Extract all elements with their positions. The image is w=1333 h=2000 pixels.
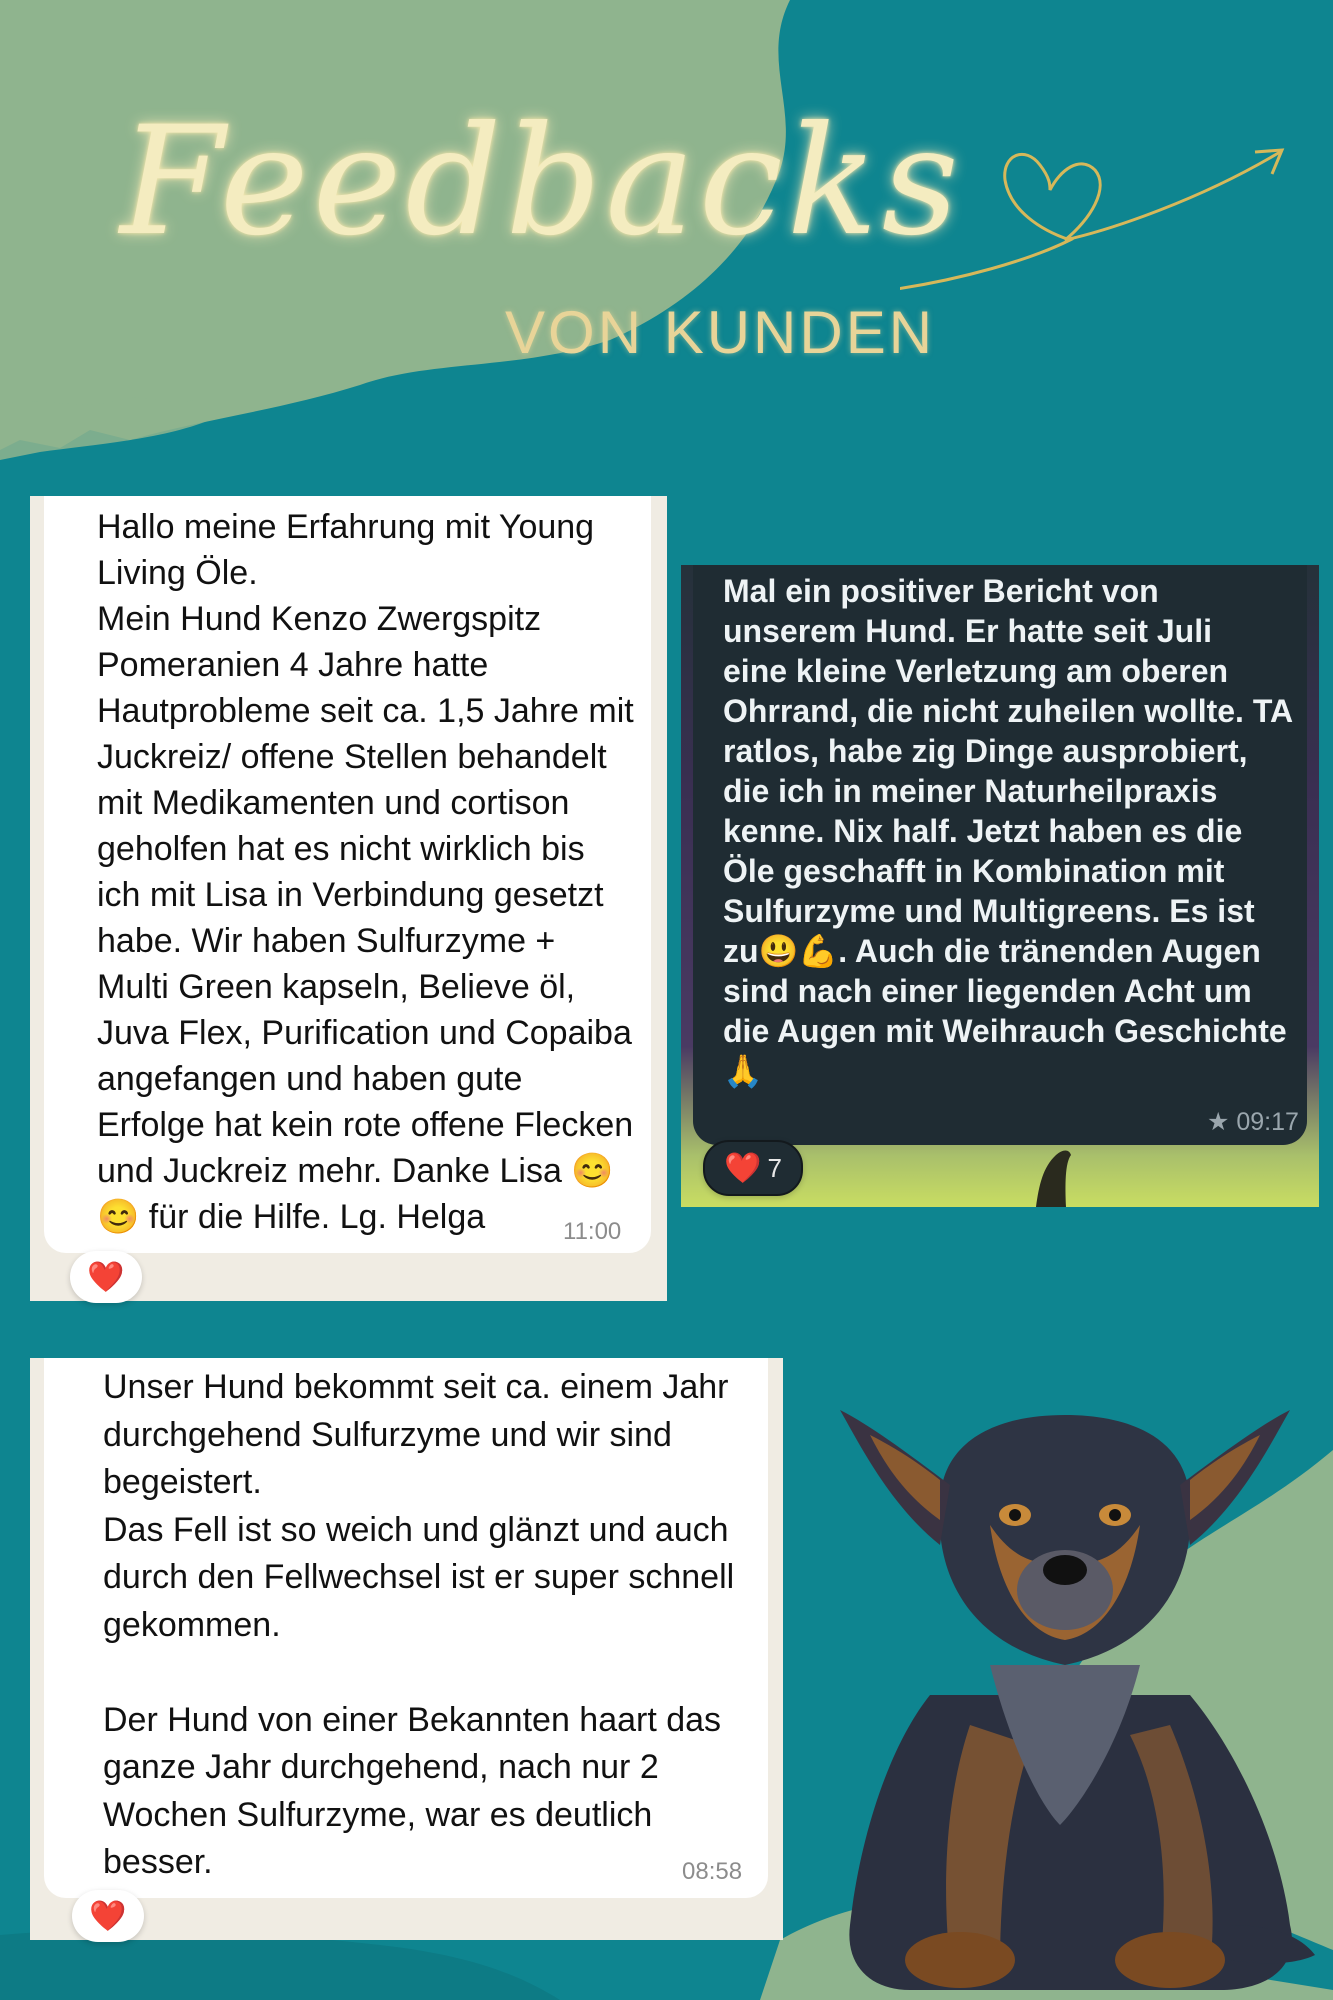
- heart-reaction-icon[interactable]: [703, 1140, 803, 1196]
- heart-swirl-arrow-icon: [900, 140, 1290, 310]
- message-bubble: [44, 1358, 768, 1898]
- message-text: Hallo meine Erfahrung mit Young Living Öle. Mein Hund Kenzo Zwergspitz Pomeranien 4 Jahre hatte Hautprobleme seit ca. 1,5 Jahre mit Juckreiz/ offene Stellen behandelt mit Medikamenten und cortison geholfen hat es nicht wirklich bis ich mit Lisa in Verbindung gesetzt habe. Wir haben Sulfurzyme + Multi Green kapseln, Believe öl, Juva Flex, Purification und Copaiba angefangen und haben gute Erfolge hat kein rote offene Flecken und Juckreiz mehr. Danke Lisa 😊 😊 für die Hilfe. Lg. Helga: [97, 508, 634, 1236]
- heart-reaction-icon[interactable]: ❤️: [72, 1890, 144, 1942]
- dog-illustration: [800, 1365, 1320, 1995]
- heart-reaction-icon[interactable]: ❤️: [70, 1251, 142, 1303]
- message-text: Mal ein positiver Bericht von unserem Hund. Er hatte seit Juli eine kleine Verletzung am oberen Ohrrand, die nicht zuheilen wollte. TA ratlos, habe zig Dinge ausprobiert, die ich in meiner Naturheilpraxis kenne. Nix half. Jetzt haben es die Öle geschafft in Kombination mit Sulfurzyme und Multigreens. Es ist zu😃💪. Auch die tränenden Augen sind nach einer liegenden Acht um die Augen mit Weihrauch Geschichte 🙏: [723, 573, 1294, 1089]
- message-time: ★ 09:17: [1207, 1108, 1299, 1136]
- heart-icon: ❤️: [724, 1151, 762, 1185]
- message-time: 08:58: [682, 1858, 743, 1885]
- feedback-card-3: [30, 1358, 783, 1940]
- feedback-card-1: [30, 496, 667, 1301]
- feedback-card-2: [681, 565, 1319, 1207]
- dog-silhouette: [1021, 1145, 1081, 1207]
- message-bubble: [693, 565, 1307, 1145]
- reaction-count: 7: [767, 1152, 782, 1183]
- message-text: Unser Hund bekommt seit ca. einem Jahr durchgehend Sulfurzyme und wir sind begeistert. Das Fell ist so weich und glänzt und auch durch den Fellwechsel ist er super schnell gekommen. Der Hund von einer Bekannten haart das ganze Jahr durchgehend, nach nur 2 Wochen Sulfurzyme, war es deutlich besser.: [103, 1368, 735, 1881]
- message-time: 11:00: [563, 1218, 622, 1245]
- page-subtitle: VON KUNDEN: [505, 299, 936, 366]
- page-title: Feedbacks: [120, 95, 963, 269]
- message-bubble: [44, 496, 651, 1253]
